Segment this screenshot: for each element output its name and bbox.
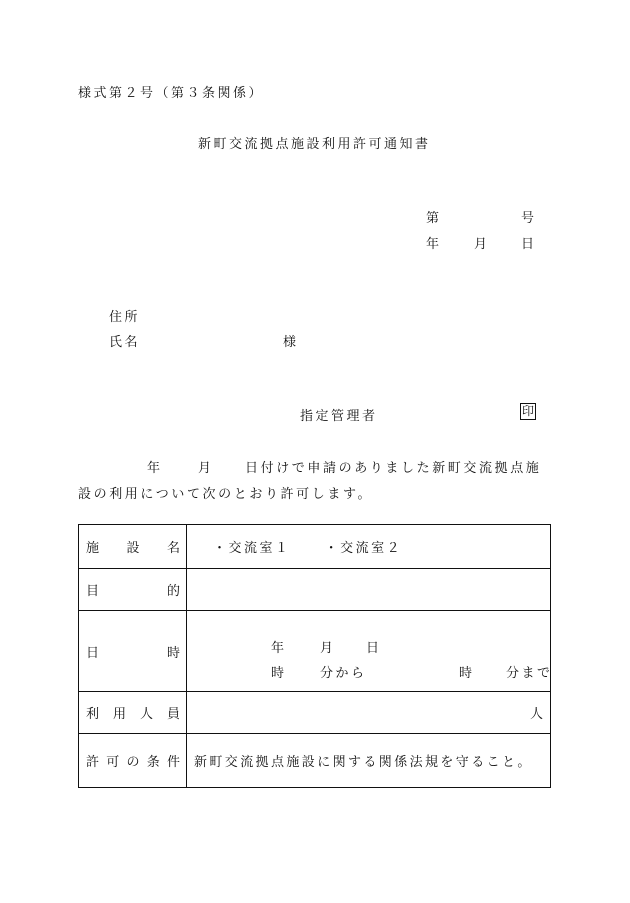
table-row-datetime — [79, 611, 551, 692]
date-month: 月 — [474, 237, 488, 252]
conditions-label-char: 許 — [86, 755, 100, 770]
body-year: 年 — [147, 461, 161, 476]
body-line2: 設の利用について次のとおり許可します。 — [78, 487, 374, 502]
datetime-value[interactable] — [187, 611, 551, 692]
name-label: 氏名 — [109, 335, 141, 350]
facility-label-char: 施 — [86, 541, 100, 556]
body-month: 月 — [198, 461, 212, 476]
datetime-end-minute: 分まで — [506, 666, 553, 681]
document-title: 新町交流拠点施設利用許可通知書 — [198, 137, 431, 152]
users-value[interactable] — [187, 692, 551, 734]
datetime-label — [79, 611, 187, 692]
conditions-label-char: 件 — [166, 755, 180, 770]
date-year: 年 — [426, 237, 440, 252]
honorific: 様 — [283, 335, 297, 350]
purpose-label-char: 目 — [86, 584, 100, 599]
body-line1-rest: 日付けで申請のありました新町交流拠点施 — [245, 461, 542, 476]
address-label: 住所 — [109, 310, 141, 325]
datetime-month: 月 — [320, 641, 334, 656]
facility-option-2[interactable]: ・交流室２ — [324, 541, 403, 556]
users-label-char: 用 — [112, 707, 126, 722]
datetime-label-char: 日 — [86, 645, 100, 661]
purpose-label-char: 的 — [166, 584, 180, 599]
seal-mark — [520, 403, 536, 420]
conditions-label-char: 可 — [106, 755, 120, 770]
form-number: 様式第２号（第３条関係） — [78, 86, 265, 101]
users-label — [79, 692, 187, 734]
facility-option-1[interactable]: ・交流室１ — [213, 541, 291, 556]
conditions-text: 新町交流拠点施設に関する関係法規を守ること。 — [194, 755, 533, 770]
table-row-purpose — [79, 569, 551, 611]
users-label-char: 利 — [86, 707, 100, 722]
datetime-day: 日 — [366, 641, 380, 656]
datetime-year: 年 — [271, 641, 285, 656]
facility-label-char: 設 — [126, 541, 140, 556]
table-row-facility — [79, 525, 551, 569]
datetime-start-hour: 時 — [271, 666, 285, 681]
users-label-char: 員 — [166, 707, 180, 722]
users-unit: 人 — [529, 707, 543, 722]
datetime-end-hour: 時 — [459, 666, 473, 681]
conditions-label-char: の — [126, 755, 140, 770]
table-row-conditions — [79, 734, 551, 788]
purpose-value[interactable] — [187, 569, 551, 611]
date-day: 日 — [521, 237, 535, 252]
doc-number-go: 号 — [521, 211, 535, 226]
table-row-users — [79, 692, 551, 734]
purpose-label — [79, 569, 187, 611]
facility-value — [187, 525, 551, 569]
doc-number-dai: 第 — [426, 211, 440, 226]
facility-label — [79, 525, 187, 569]
datetime-label-char: 時 — [166, 645, 180, 661]
permit-table — [78, 524, 551, 788]
users-label-char: 人 — [139, 707, 153, 722]
facility-label-char: 名 — [166, 541, 180, 556]
conditions-value — [187, 734, 551, 788]
seal-icon: 印 — [521, 404, 534, 418]
datetime-start-minute: 分から — [320, 666, 367, 681]
conditions-label-char: 条 — [146, 755, 160, 770]
conditions-label — [79, 734, 187, 788]
issuer-label: 指定管理者 — [300, 409, 378, 424]
